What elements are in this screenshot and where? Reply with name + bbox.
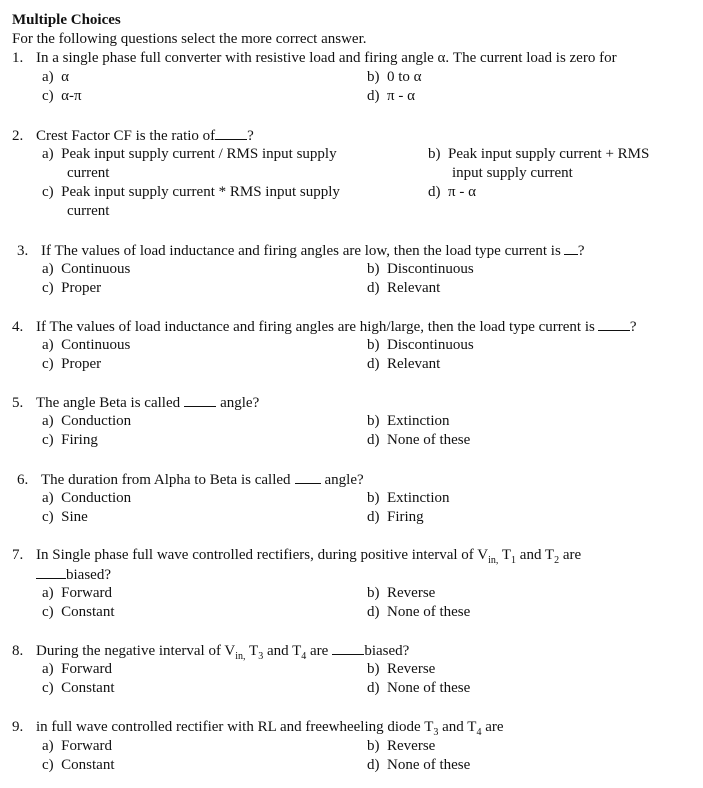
q2-option-a-cont: current bbox=[67, 165, 110, 181]
q4-option-b: b) Discontinuous bbox=[367, 337, 474, 353]
question-1: 1. In a single phase full converter with resistive load and firing angle α. The current load is zero for bbox=[12, 50, 617, 66]
q6-option-d: d) Firing bbox=[367, 509, 424, 525]
q9-option-d: d) None of these bbox=[367, 757, 471, 773]
q2-option-d: d) π - α bbox=[428, 184, 476, 200]
instruction-text: For the following questions select the more correct answer. bbox=[12, 31, 367, 47]
q4-option-c: c) Proper bbox=[42, 356, 102, 372]
answer-blank bbox=[332, 641, 364, 655]
q8-option-c: c) Constant bbox=[42, 680, 115, 696]
q4-option-a: a) Continuous bbox=[42, 337, 131, 353]
q5-option-d: d) None of these bbox=[367, 432, 471, 448]
answer-blank bbox=[598, 317, 630, 331]
q1-option-a: a) α bbox=[42, 69, 70, 85]
q7-option-c: c) Constant bbox=[42, 604, 115, 620]
q6-option-b: b) Extinction bbox=[367, 490, 450, 506]
question-3: 3. If The values of load inductance and firing angles are low, then the load type current is ? bbox=[17, 243, 585, 259]
question-7-cont: biased? bbox=[36, 565, 111, 585]
q6-option-a: a) Conduction bbox=[42, 490, 132, 506]
question-2: 2. Crest Factor CF is the ratio of ? bbox=[12, 128, 254, 144]
q3-option-c: c) Proper bbox=[42, 280, 102, 296]
q9-option-a: a) Forward bbox=[42, 738, 112, 754]
answer-blank bbox=[184, 393, 216, 407]
q6-option-c: c) Sine bbox=[42, 509, 88, 525]
answer-blank bbox=[564, 241, 578, 255]
answer-blank bbox=[36, 565, 66, 579]
q2-option-c: c) Peak input supply current * RMS input supply bbox=[42, 184, 340, 200]
section-title: Multiple Choices bbox=[12, 12, 121, 28]
question-6: 6. The duration from Alpha to Beta is called angle? bbox=[17, 472, 364, 488]
q8-option-a: a) Forward bbox=[42, 661, 112, 677]
q7-option-d: d) None of these bbox=[367, 604, 471, 620]
q9-option-c: c) Constant bbox=[42, 757, 115, 773]
q5-option-b: b) Extinction bbox=[367, 413, 450, 429]
q8-option-b: b) Reverse bbox=[367, 661, 436, 677]
q5-option-c: c) Firing bbox=[42, 432, 98, 448]
answer-blank bbox=[295, 470, 321, 484]
q7-option-a: a) Forward bbox=[42, 585, 112, 601]
q1-option-b: b) 0 to α bbox=[367, 69, 422, 85]
question-4: 4. If The values of load inductance and firing angles are high/large, then the load type current is ? bbox=[12, 319, 637, 335]
q1-option-d: d) π - α bbox=[367, 88, 415, 104]
q3-option-b: b) Discontinuous bbox=[367, 261, 474, 277]
q2-option-a: a) Peak input supply current / RMS input supply bbox=[42, 146, 337, 162]
q9-option-b: b) Reverse bbox=[367, 738, 436, 754]
q3-option-d: d) Relevant bbox=[367, 280, 441, 296]
question-5: 5. The angle Beta is called angle? bbox=[12, 395, 260, 411]
question-9: 9. in full wave controlled rectifier with RL and freewheeling diode $T_3$ and $T_4$ are bbox=[12, 719, 504, 738]
q8-option-d: d) None of these bbox=[367, 680, 471, 696]
q7-option-b: b) Reverse bbox=[367, 585, 436, 601]
q3-option-a: a) Continuous bbox=[42, 261, 131, 277]
q4-option-d: d) Relevant bbox=[367, 356, 441, 372]
q2-option-b-cont: input supply current bbox=[452, 165, 573, 181]
q2-option-b: b) Peak input supply current + RMS bbox=[428, 146, 650, 162]
question-8: 8. During the negative interval of $V_{in,}$ $T_3$ and $T_4$ are biased? bbox=[12, 643, 410, 662]
question-7: 7. In Single phase full wave controlled rectifiers, during positive interval of $V_{in,}$ $T_1$ and $T_2$ are bbox=[12, 547, 582, 566]
q2-option-c-cont: current bbox=[67, 203, 110, 219]
answer-blank bbox=[215, 126, 247, 140]
question-1-text: In a single phase full converter with resistive load and firing angle α. The current load is zero for bbox=[36, 50, 617, 66]
q5-option-a: a) Conduction bbox=[42, 413, 132, 429]
q1-option-c: c) α-π bbox=[42, 88, 82, 104]
